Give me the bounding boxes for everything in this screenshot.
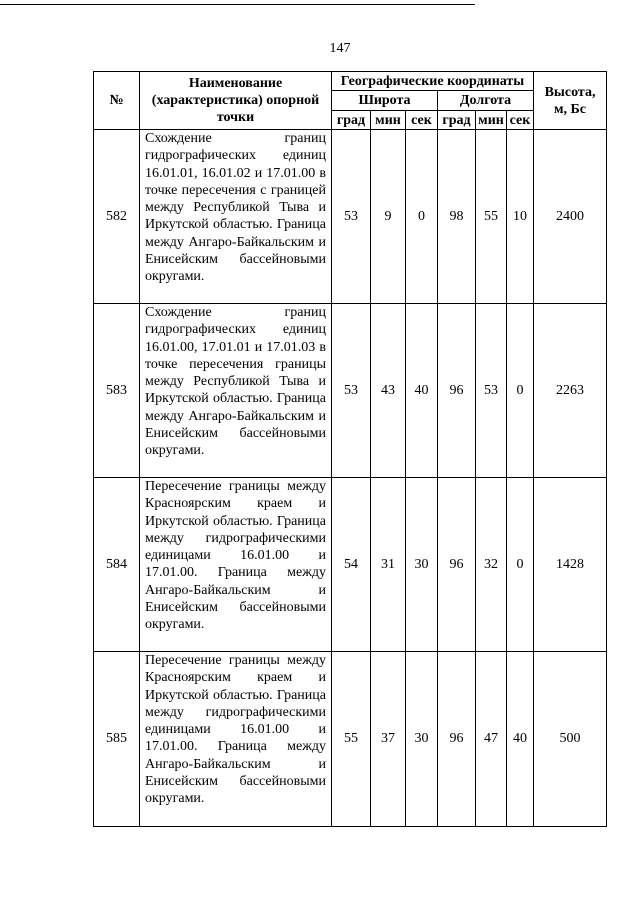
top-rule (0, 4, 475, 5)
header-lon-deg: град (438, 111, 476, 130)
lon-deg: 96 (438, 304, 476, 478)
point-number: 585 (94, 652, 140, 827)
header-height: Высота, м, Бс (534, 72, 607, 130)
table-row (94, 304, 607, 478)
lon-sec: 10 (507, 130, 534, 304)
reference-points-table (93, 71, 607, 827)
header-lat-sec: сек (406, 111, 438, 130)
lon-deg: 98 (438, 130, 476, 304)
lon-sec: 0 (507, 478, 534, 652)
height-value: 500 (534, 652, 607, 827)
lat-deg: 55 (332, 652, 371, 827)
lon-deg: 96 (438, 478, 476, 652)
lat-sec: 30 (406, 478, 438, 652)
point-description: Схождение границ гидрографических единиц 16.01.00, 17.01.01 и 17.01.03 в точке пересечения границы между Республикой Тыва и Иркутской областью. Граница между Ангаро-Байкальским и Енисейским бассейновыми округами. (140, 304, 332, 478)
lon-min: 47 (476, 652, 507, 827)
lon-sec: 0 (507, 304, 534, 478)
table-row (94, 478, 607, 652)
lon-sec: 40 (507, 652, 534, 827)
header-name: Наименование (характеристика) опорной точки (140, 72, 332, 130)
page-number: 147 (329, 41, 351, 56)
header-latitude: Широта (332, 91, 438, 111)
header-geo-coordinates: Географические координаты (332, 72, 534, 91)
lat-min: 43 (371, 304, 406, 478)
lat-deg: 53 (332, 304, 371, 478)
header-lat-min: мин (371, 111, 406, 130)
lat-min: 31 (371, 478, 406, 652)
header-longitude: Долгота (438, 91, 534, 111)
lat-sec: 30 (406, 652, 438, 827)
header-lat-deg: град (332, 111, 371, 130)
height-value: 2263 (534, 304, 607, 478)
table-row (94, 130, 607, 304)
point-description: Пересечение границы между Красноярским краем и Иркутской областью. Граница между гидрографическими единицами 16.01.00 и 17.01.00. Граница между Ангаро-Байкальским и Енисейским бассейновыми округами. (140, 652, 332, 827)
table-row (94, 652, 607, 827)
lon-min: 53 (476, 304, 507, 478)
lat-deg: 54 (332, 478, 371, 652)
lon-min: 55 (476, 130, 507, 304)
lat-sec: 0 (406, 130, 438, 304)
header-num: № (94, 72, 140, 130)
point-number: 583 (94, 304, 140, 478)
lat-deg: 53 (332, 130, 371, 304)
point-description: Пересечение границы между Красноярским краем и Иркутской областью. Граница между гидрографическими единицами 16.01.00 и 17.01.00. Граница между Ангаро-Байкальским и Енисейским бассейновыми округами. (140, 478, 332, 652)
header-lon-sec: сек (507, 111, 534, 130)
point-description: Схождение границ гидрографических единиц 16.01.01, 16.01.02 и 17.01.00 в точке пересечения с границей между Республикой Тыва и Иркутской областью. Граница между Ангаро-Байкальским и Енисейским бассейновыми округами. (140, 130, 332, 304)
lat-sec: 40 (406, 304, 438, 478)
lat-min: 37 (371, 652, 406, 827)
lat-min: 9 (371, 130, 406, 304)
point-number: 584 (94, 478, 140, 652)
height-value: 1428 (534, 478, 607, 652)
point-number: 582 (94, 130, 140, 304)
height-value: 2400 (534, 130, 607, 304)
lon-min: 32 (476, 478, 507, 652)
lon-deg: 96 (438, 652, 476, 827)
header-lon-min: мин (476, 111, 507, 130)
